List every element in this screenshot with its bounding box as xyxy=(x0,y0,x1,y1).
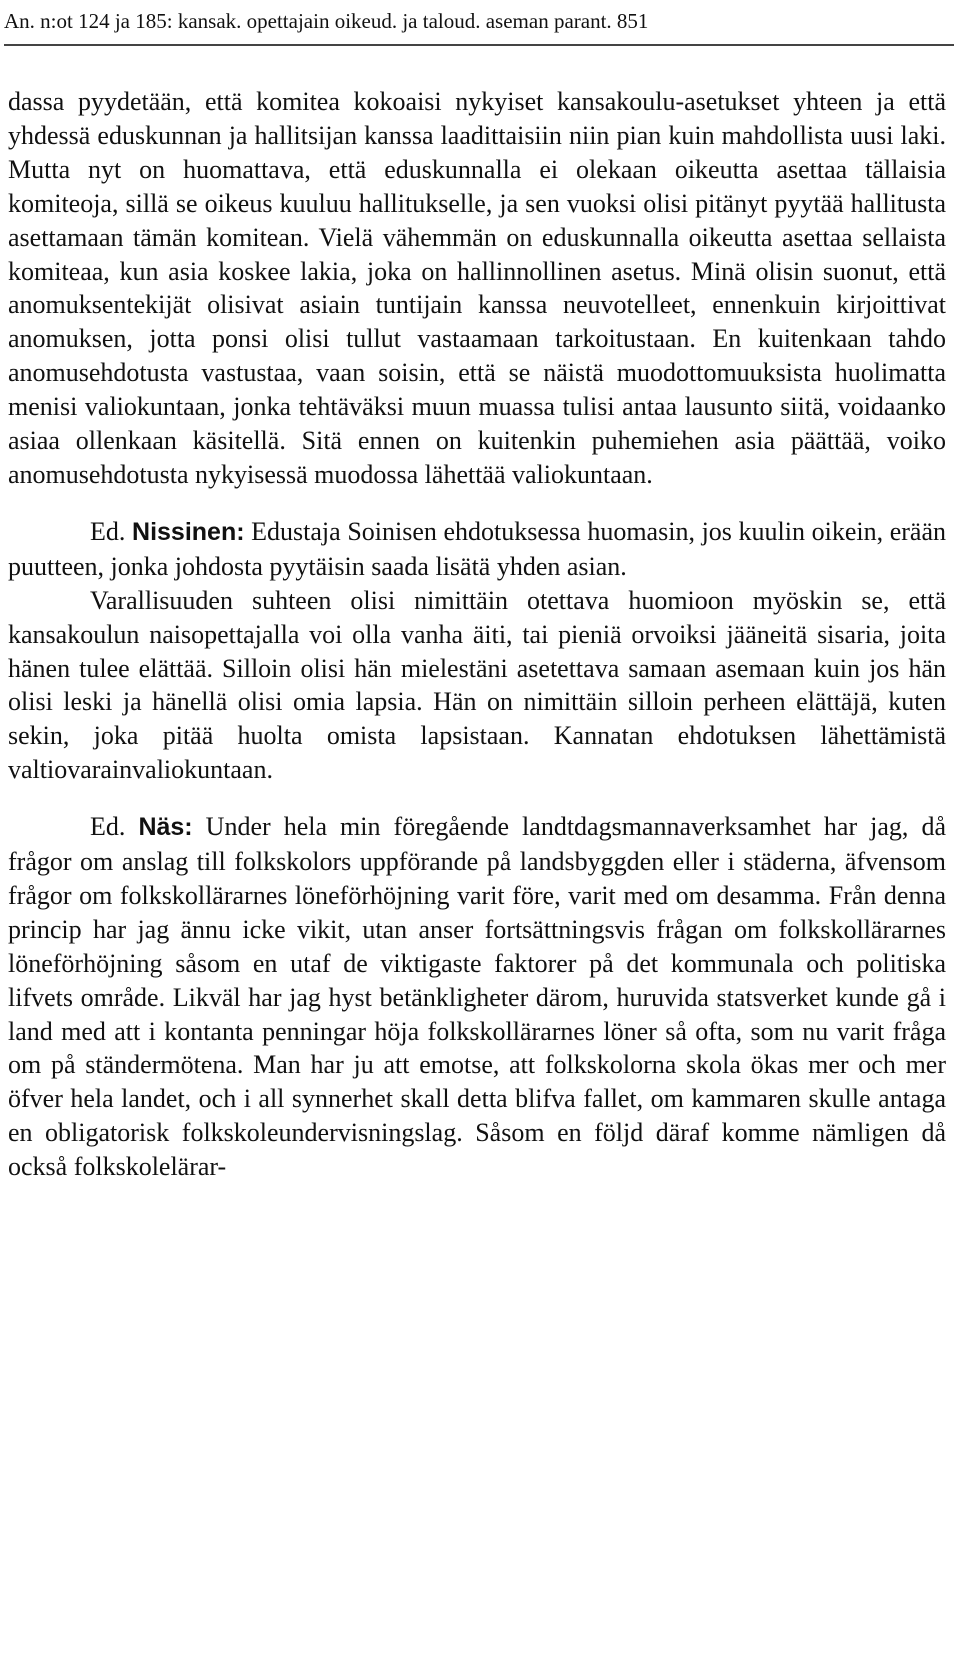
header-rule xyxy=(4,44,954,46)
speaker-name: Näs: xyxy=(138,813,193,842)
speaker-prefix: Ed. xyxy=(90,516,126,546)
paragraph-varallisuus: Varallisuuden suhteen olisi nimittäin otettava huomioon myöskin se, että kansakoulun naisopettajalla voi olla vanha äiti, tai pieniä orvoiksi jääneitä sisaria, joita hänen tulee elättää. Silloin olisi hän mielestäni asetettava samaan asemaan kuin jos hän olisi leski ja hänellä olisi omia lapsia. Hän on nimittäin silloin perheen elättäjä, kuten sekin, joka pitää huolta omista lapsistaan. Kannatan ehdotuksen lähettämistä valtiovarainvaliokuntaan. xyxy=(8,585,946,785)
speaker-name: Nissinen: xyxy=(132,517,245,546)
speaker-prefix: Ed. xyxy=(90,812,126,842)
running-header: An. n:ot 124 ja 185: kansak. opettajain oikeud. ja taloud. aseman parant. 851 xyxy=(4,9,649,33)
paragraph-continuation: dassa pyydetään, että komitea kokoaisi nykyiset kansakoulu-asetukset yhteen ja että yhdessä eduskunnan ja hallitsijan kanssa laadittaisiin niin pian kuin mahdollista uusi laki. Mutta nyt on huomattava, että eduskunnalla ei olekaan oikeutta asettaa tällaisia komiteoja, sillä se oikeus kuuluu hallitukselle, ja sen vuoksi olisi pitänyt pyytää hallitusta asettamaan tämän komitean. Vielä vähemmän on eduskunnalla oikeutta asettaa sellaista komiteaa, kun asia koskee lakia, joka on hallinnollinen asetus. Minä olisin suonut, että anomuksentekijät olisivat asiain tuntijain kanssa neuvotelleet, ennenkuin kirjoittivat anomuksen, jotta ponsi olisi tullut vastaamaan tarkoitustaan. En kuitenkaan tahdo anomusehdotusta vastustaa, vaan soisin, että se näistä muodottomuuksista huolimatta menisi valiokuntaan, jonka tehtäväksi muun muassa tulisi antaa lausunto siitä, voidaanko asiaa ollenkaan käsitellä. Sitä ennen on kuitenkin puhemiehen asia päättää, voiko anomusehdotusta nykyisessä muodossa lähettää valiokuntaan. xyxy=(8,87,946,489)
paragraph-text: Under hela min föregående landtdagsmannaverksamhet har jag, då frågor om anslag till folkskolors uppförande på landsbyggden eller i städerna, äfvensom frågor om folkskollärarnes löneförhöjning varit före, varit med om desamma. Från denna princip har jag ännu icke vikit, utan anser fortsättningsvis frågan om folkskollärarnes löneförhöjning såsom en utaf de viktigaste faktorer på det kommunala och politiska lifvets område. Likväl har jag hyst betänkligheter därom, huruvida statsverket kunde gå i land med att i kontanta penningar höja folkskollärarnes löner så ofta, som nu varit fråga om på ständermötena. Man har ju att emotse, att folkskolorna skola ökas mer och mer öfver hela landet, och i all synnerhet skall detta blifva fallet, om kammaren skulle antaga en obligatorisk folkskoleundervisningslag. Såsom en följd däraf komme nämligen då också folkskolelärar- xyxy=(8,812,946,1182)
body-text xyxy=(8,85,946,1184)
paragraph-nas xyxy=(8,810,946,1184)
paragraph-text: Edustaja Soinisen ehdotuksessa huomasin, jos kuulin oikein, erään puutteen, jonka johdosta pyytäisin saada lisätä yhden asian. xyxy=(8,516,946,581)
paragraph-nissinen xyxy=(8,515,946,584)
